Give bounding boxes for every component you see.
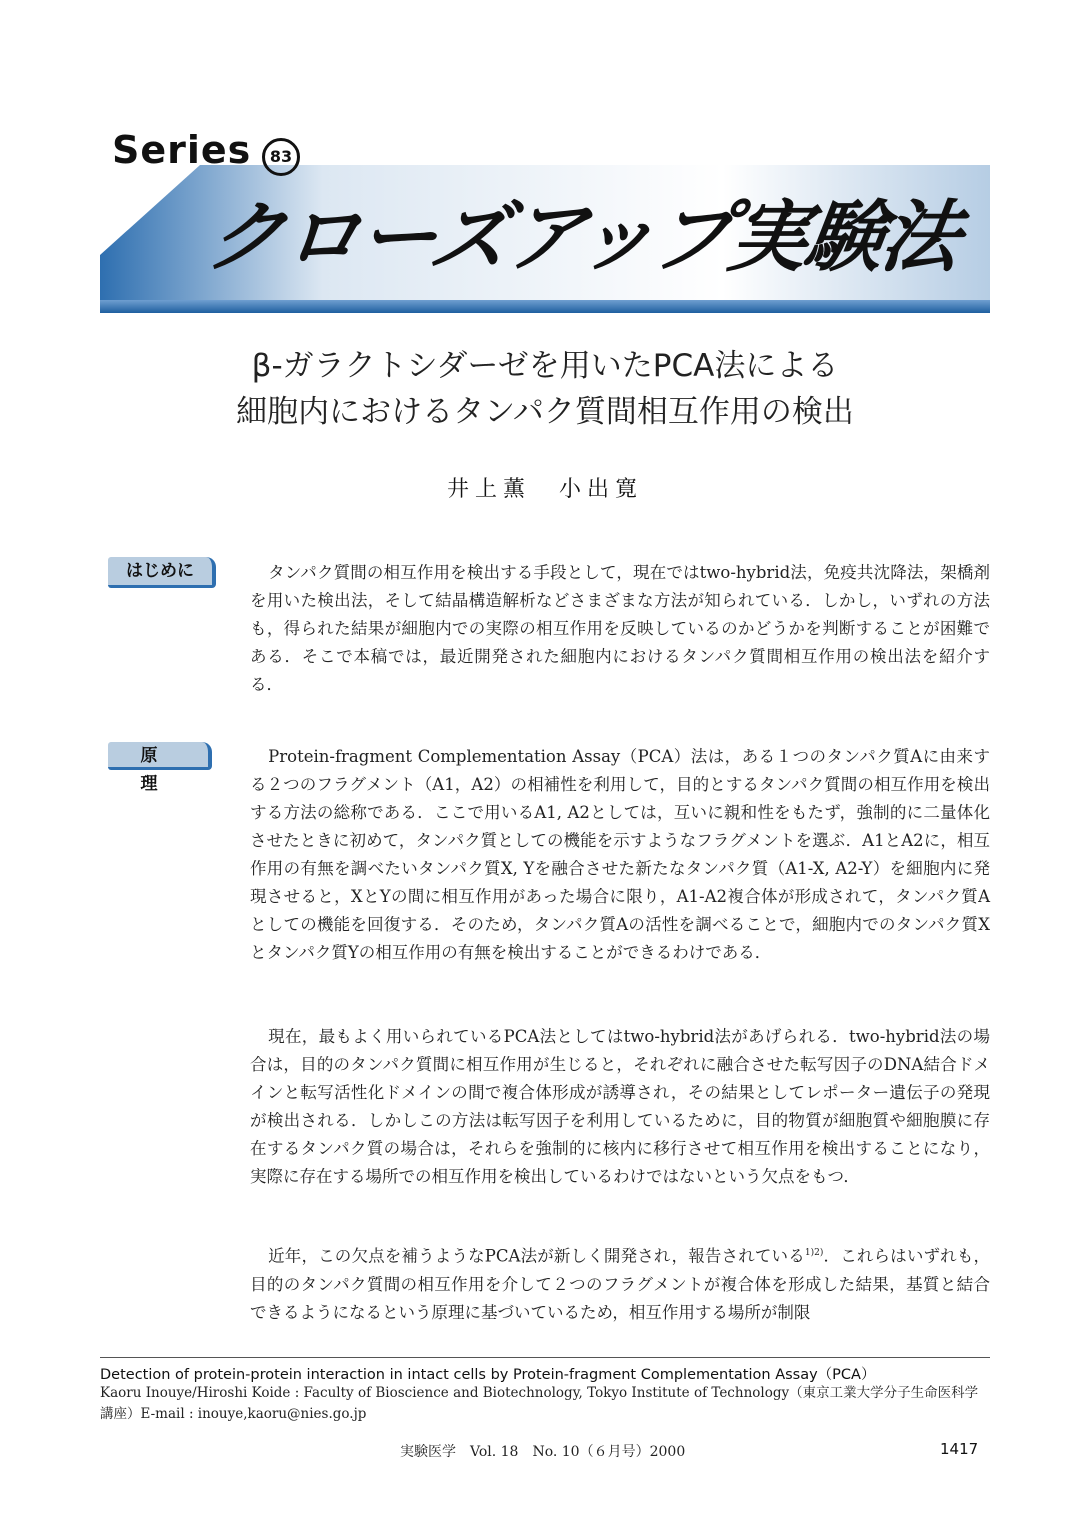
section-heading-intro: はじめに: [108, 557, 216, 588]
authors: 井上薫 小出寛: [446, 477, 643, 502]
author-affiliation: Kaoru Inouye/Hiroshi Koide : Faculty of Bioscience and Biotechnology, Tokyo Institute of Technology（東京工業大学分子生命医科学講座）E-mail : inouye,kaoru@nies.go.jp: [100, 1385, 979, 1422]
series-title: クローズアップ実験法: [200, 193, 964, 283]
principle-paragraph-1: Protein-fragment Complementation Assay（PCA）法は，ある１つのタンパク質Aに由来する２つのフラグメント（A1，A2）の相補性を利用して，目的とするタンパク質間の相互作用を検出する方法の総称である．ここで用いるA1, A2としては，互いに親和性をもたず，強制的に二量体化させたときに初めて，タンパク質としての機能を示すようなフラグメントを選ぶ．A1とA2に，相互作用の有無を調べたいタンパク質X, Yを融合させた新たなタンパク質（A1-X, A2-Y）を細胞内に発現させると，XとYの間に相互作用があった場合に限り，A1-A2複合体が形成されて，タンパク質Aとしての機能を回復する．そのため，タンパク質Aの活性を調べることで，細胞内でのタンパク質Xとタンパク質Yの相互作用の有無を検出することができるわけである．: [250, 747, 990, 962]
page-number: 1417: [940, 1440, 979, 1458]
principle-paragraph-3-text: 近年，この欠点を補うようなPCA法が新しく開発され，報告されている: [268, 1246, 805, 1266]
series-number-badge: 83: [262, 138, 300, 176]
article-title-line-2: 細胞内におけるタンパク質間相互作用の検出: [236, 394, 854, 430]
journal-citation: 実験医学 Vol. 18 No. 10（６月号）2000: [400, 1444, 686, 1460]
article-title: [100, 343, 990, 435]
footnote-divider: [100, 1357, 990, 1358]
principle-paragraph-3-text-cont: ．これらはいずれも，目的のタンパク質間の相互作用を介して２つのフラグメントが複合体を形成した結果，基質と結合できるようになるという原理に基づいているため，相互作用する場所が制限: [250, 1246, 991, 1322]
article-title-line-1: β-ガラクトシダーゼを用いたPCA法による: [251, 348, 839, 384]
intro-paragraph: タンパク質間の相互作用を検出する手段として，現在ではtwo-hybrid法，免疫共沈降法，架橋剤を用いた検出法，そして結晶構造解析などさまざまな方法が知られている．しかし，いずれの方法も，得られた結果が細胞内での実際の相互作用を反映しているのかどうかを判断することが困難である．そこで本稿では，最近開発された細胞内におけるタンパク質間相互作用の検出法を紹介する．: [250, 563, 990, 694]
citation-ref[interactable]: 1)2): [804, 1248, 824, 1258]
principle-paragraph-3: [250, 1239, 990, 1327]
principle-paragraph-2: 現在，最もよく用いられているPCA法としてはtwo-hybrid法があげられる．two-hybrid法の場合は，目的のタンパク質間に相互作用が生じると，それぞれに融合させた転写因子のDNA結合ドメインと転写活性化ドメインの間で複合体形成が誘導され，その結果としてレポーター遺伝子の発現が検出される．しかしこの方法は転写因子を利用しているために，目的物質が細胞質や細胞膜に存在するタンパク質の場合は，それらを強制的に核内に移行させて相互作用を検出することになり，実際に存在する場所での相互作用を検出しているわけではないという欠点をもつ．: [250, 1027, 990, 1186]
english-title-footnote: Detection of protein-protein interaction in intact cells by Protein-fragment Complementation Assay（PCA）: [100, 1367, 876, 1383]
section-heading-principle: 原理: [108, 742, 212, 770]
series-label: Series: [112, 128, 252, 172]
